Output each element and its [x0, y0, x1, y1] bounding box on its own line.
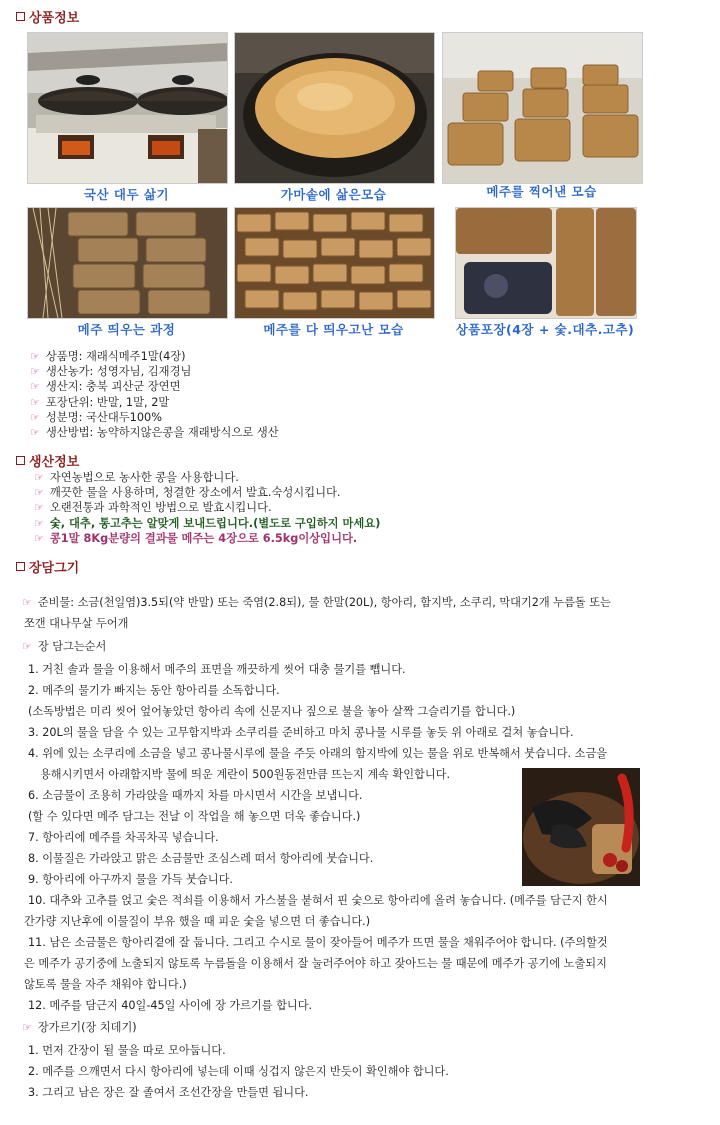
split-step: 2. 메주를 으깨면서 다시 항아리에 넣는데 이때 싱겁지 않은지 반듯이 확인해야 합니다. [28, 1065, 449, 1078]
photo-boiling-soybeans [27, 32, 228, 184]
step-item: 않토록 물을 자주 채워야 합니다.) [24, 978, 187, 991]
pointing-hand-icon: ☞ [30, 380, 40, 394]
caption-fermented-meju: 메주를 다 띄우고난 모습 [263, 322, 404, 337]
list-item: ☞ 포장단위: 반말, 1말, 2말 [30, 395, 170, 409]
pointing-hand-icon: ☞ [30, 426, 40, 440]
step-item: 12. 메주를 담근지 40일-45일 사이에 장 가르기를 합니다. [28, 999, 313, 1012]
caption-product-package: 상품포장(4장 + 숯.대추.고추) [455, 322, 635, 337]
caption-molded-meju: 메주를 찍어낸 모습 [486, 184, 597, 199]
list-item: ☞ 성분명: 국산대두100% [30, 410, 162, 424]
square-box-icon [16, 456, 25, 465]
square-box-icon [16, 562, 25, 571]
step-item: (할 수 있다면 메주 담그는 전날 이 작업을 해 놓으면 더욱 좋습니다.) [28, 810, 361, 823]
list-item: ☞ 숯, 대추, 통고추는 알맞게 보내드립니다.(별도로 구입하지 마세요) [34, 516, 381, 530]
step-item: 7. 항아리에 메주를 차곡차곡 넣습니다. [28, 831, 219, 844]
photo-product-package [455, 207, 637, 319]
pointing-hand-icon: ☞ [30, 410, 40, 424]
pointing-hand-icon: ☞ [34, 501, 44, 515]
caption-fermenting-meju: 메주 띄우는 과정 [77, 322, 176, 337]
step-item: 4. 위에 있는 소쿠리에 소금을 넣고 콩나물시루에 물을 주듯 아래의 함지박에 있는 물을 위로 반복해서 붓습니다. 소금을 [28, 747, 608, 760]
pointing-hand-icon: ☞ [30, 350, 40, 363]
pointing-hand-icon: ☞ [30, 395, 40, 409]
section-heading-product: 상품정보 [16, 7, 79, 26]
list-item: ☞ 자연농법으로 농사한 콩을 사용합니다. [34, 471, 239, 484]
pointing-hand-icon: ☞ [34, 471, 44, 484]
step-item: 은 메주가 공기중에 노출되지 않토록 누름돌을 이용해서 잘 눌러주어야 하고 잦아드는 물 때문에 메주가 공기에 노출되지 [24, 957, 607, 970]
step-item: 10. 대추와 고추를 얹고 숯은 적쇠를 이용해서 가스불을 붙혀서 핀 숯으로 항아리에 올려 놓습니다. (메주를 담근지 한시 [28, 894, 608, 907]
list-item: ☞ 생산농가: 성영자님, 김재경님 [30, 365, 192, 379]
list-item: ☞ 깨끗한 물을 사용하며, 청결한 장소에서 발효.숙성시킵니다. [34, 486, 341, 500]
pointing-hand-icon: ☞ [30, 365, 40, 379]
split-step: 3. 그리고 남은 장은 잘 졸여서 조선간장을 만들면 됩니다. [28, 1086, 309, 1099]
step-item: 3. 20L의 물을 담을 수 있는 고무함지박과 소쿠리를 준비하고 마치 콩나물 시루를 놓듯 위 아래로 걸쳐 놓습니다. [28, 726, 574, 739]
split-title: ☞ 장가르기(장 치데기) [22, 1021, 137, 1034]
pointing-hand-icon: ☞ [34, 516, 44, 530]
list-item: ☞ 생산방법: 농약하지않은콩을 재래방식으로 생산 [30, 426, 279, 440]
split-step: 1. 먼저 간장이 될 물을 따로 모아둡니다. [28, 1044, 226, 1057]
caption-boiling-soybeans: 국산 대두 삶기 [83, 187, 170, 202]
pointing-hand-icon: ☞ [22, 1021, 32, 1034]
list-item: ☞ 콩1말 8Kg분량의 결과물 메주는 4장으로 6.5kg이상입니다. [34, 531, 358, 545]
pointing-hand-icon: ☞ [22, 640, 32, 653]
step-item: 9. 항아리에 아구까지 물을 가득 붓습니다. [28, 873, 233, 886]
caption-boiled-beans: 가마솥에 삶은모습 [280, 187, 387, 202]
photo-jar-ingredients [522, 768, 640, 886]
step-item: (소독방법은 미리 씻어 엎어놓았던 항아리 속에 신문지나 짚으로 불을 놓아 살짝 그슬리기를 합니다.) [28, 705, 516, 718]
pointing-hand-icon: ☞ [34, 531, 44, 545]
pointing-hand-icon: ☞ [34, 486, 44, 500]
photo-boiled-beans [234, 32, 435, 184]
photo-fermenting-meju [27, 207, 228, 319]
prep-line: ☞ 준비물: 소금(천일염)3.5되(약 반말) 또는 죽염(2.8되), 물 한말(20L), 항아리, 함지박, 소쿠리, 막대기2개 누름돌 또는 [22, 596, 611, 609]
step-item: 8. 이물질은 가라앉고 맑은 소금물만 조심스레 떠서 항아리에 붓습니다. [28, 852, 374, 865]
prep-line-cont: 쪼갠 대나무살 두어개 [24, 617, 129, 630]
step-item: 간가량 지난후에 이물질이 부유 했을 때 피운 숯을 넣으면 더 좋습니다.) [24, 915, 371, 928]
photo-molded-meju [442, 32, 643, 184]
list-item: ☞ 생산지: 충북 괴산군 장연면 [30, 380, 181, 394]
step-item: 2. 메주의 물기가 빠지는 동안 항아리를 소독합니다. [28, 684, 280, 697]
product-info-list [30, 349, 279, 440]
section-heading-jang: 장담그기 [16, 557, 79, 576]
square-box-icon [16, 12, 25, 21]
step-item: 6. 소금물이 조용히 가라앉을 때까지 차를 마시면서 시간을 보냅니다. [28, 789, 363, 802]
production-info-list [34, 470, 380, 546]
step-item: 용해시키면서 아래함지박 물에 띄운 계란이 500원동전만큼 뜨는지 계속 확인합니다. [40, 768, 450, 781]
section-heading-production: 생산정보 [16, 451, 79, 470]
list-item: ☞ 상품명: 재래식메주1말(4장) [30, 350, 186, 363]
step-item: 1. 거친 솔과 물을 이용해서 메주의 표면을 깨끗하게 씻어 대충 물기를 뺍니다. [28, 663, 406, 676]
pointing-hand-icon: ☞ [22, 596, 32, 609]
list-item: ☞ 오랜전통과 과학적인 방법으로 발효시킵니다. [34, 501, 272, 515]
step-item: 11. 남은 소금물은 항아리곁에 잘 둡니다. 그리고 수시로 물이 잦아들어 메주가 뜨면 물을 채워주어야 합니다. (주의할것 [28, 936, 608, 949]
order-title: ☞ 장 담그는순서 [22, 640, 107, 653]
photo-fermented-meju [234, 207, 435, 319]
